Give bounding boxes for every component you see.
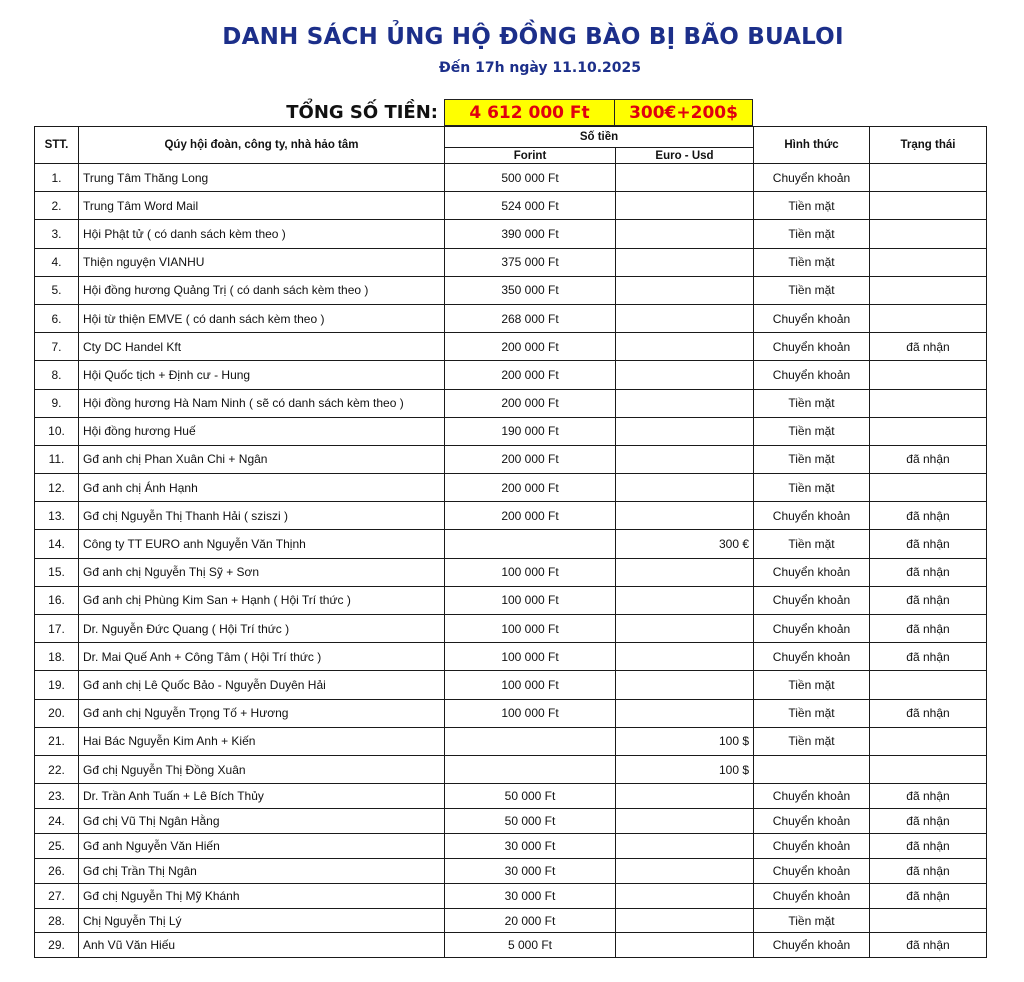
row-stt: 2. <box>35 192 79 220</box>
table-row <box>35 671 987 699</box>
total-label: TỔNG SỐ TIỀN: <box>286 102 438 123</box>
table-row <box>35 530 987 558</box>
row-amount-huf: 200 000 Ft <box>445 474 616 502</box>
table-row <box>35 248 987 276</box>
row-amount-eur-usd <box>616 502 754 530</box>
row-status: đã nhận <box>870 858 987 883</box>
row-stt: 7. <box>35 333 79 361</box>
row-payment-method: Chuyển khoản <box>754 333 870 361</box>
row-status: đã nhận <box>870 502 987 530</box>
row-payment-method: Tiền mặt <box>754 445 870 473</box>
row-donor-name: Gđ chị Trần Thị Ngân <box>79 858 445 883</box>
row-payment-method: Tiền mặt <box>754 908 870 933</box>
row-amount-huf: 500 000 Ft <box>445 164 616 192</box>
document-title: DANH SÁCH ỦNG HỘ ĐỒNG BÀO BỊ BÃO BUALOI <box>222 24 844 50</box>
row-amount-huf: 200 000 Ft <box>445 361 616 389</box>
row-payment-method: Chuyển khoản <box>754 858 870 883</box>
row-stt: 1. <box>35 164 79 192</box>
row-amount-huf: 350 000 Ft <box>445 276 616 304</box>
row-status: đã nhận <box>870 809 987 834</box>
table-row <box>35 933 987 958</box>
row-donor-name: Gđ anh chị Nguyễn Thị Sỹ + Sơn <box>79 558 445 586</box>
row-stt: 24. <box>35 809 79 834</box>
row-status: đã nhận <box>870 615 987 643</box>
row-payment-method: Tiền mặt <box>754 671 870 699</box>
row-donor-name: Dr. Mai Quế Anh + Công Tâm ( Hội Trí thức ) <box>79 643 445 671</box>
row-status: đã nhận <box>870 883 987 908</box>
row-amount-huf: 190 000 Ft <box>445 417 616 445</box>
row-amount-huf: 100 000 Ft <box>445 643 616 671</box>
row-stt: 25. <box>35 833 79 858</box>
row-stt: 27. <box>35 883 79 908</box>
row-status: đã nhận <box>870 445 987 473</box>
row-stt: 12. <box>35 474 79 502</box>
table-row <box>35 755 987 783</box>
row-status <box>870 727 987 755</box>
row-stt: 9. <box>35 389 79 417</box>
row-status: đã nhận <box>870 530 987 558</box>
row-status <box>870 248 987 276</box>
table-row <box>35 192 987 220</box>
row-payment-method: Tiền mặt <box>754 276 870 304</box>
row-donor-name: Gđ chị Nguyễn Thị Mỹ Khánh <box>79 883 445 908</box>
row-amount-eur-usd <box>616 192 754 220</box>
row-status: đã nhận <box>870 643 987 671</box>
row-status: đã nhận <box>870 699 987 727</box>
row-payment-method: Tiền mặt <box>754 699 870 727</box>
row-donor-name: Dr. Nguyễn Đức Quang ( Hội Trí thức ) <box>79 615 445 643</box>
row-amount-eur-usd <box>616 304 754 332</box>
row-amount-huf <box>445 530 616 558</box>
row-amount-huf: 20 000 Ft <box>445 908 616 933</box>
row-amount-huf: 200 000 Ft <box>445 502 616 530</box>
row-status <box>870 192 987 220</box>
row-status <box>870 164 987 192</box>
row-payment-method: Tiền mặt <box>754 727 870 755</box>
row-amount-eur-usd: 100 $ <box>616 755 754 783</box>
row-amount-huf: 50 000 Ft <box>445 809 616 834</box>
row-donor-name: Chị Nguyễn Thị Lý <box>79 908 445 933</box>
row-amount-eur-usd <box>616 276 754 304</box>
row-payment-method: Tiền mặt <box>754 389 870 417</box>
row-donor-name: Gđ anh chị Phùng Kim San + Hạnh ( Hội Trí thức ) <box>79 586 445 614</box>
row-stt: 3. <box>35 220 79 248</box>
row-amount-eur-usd <box>616 361 754 389</box>
table-row <box>35 361 987 389</box>
row-donor-name: Dr. Trần Anh Tuấn + Lê Bích Thủy <box>79 784 445 809</box>
row-amount-eur-usd <box>616 908 754 933</box>
row-stt: 11. <box>35 445 79 473</box>
row-payment-method: Tiền mặt <box>754 474 870 502</box>
row-status <box>870 220 987 248</box>
row-stt: 26. <box>35 858 79 883</box>
table-row <box>35 474 987 502</box>
row-payment-method: Chuyển khoản <box>754 809 870 834</box>
row-payment-method: Tiền mặt <box>754 192 870 220</box>
row-donor-name: Hội đồng hương Hà Nam Ninh ( sẽ có danh sách kèm theo ) <box>79 389 445 417</box>
table-row <box>35 304 987 332</box>
row-stt: 21. <box>35 727 79 755</box>
col-status-header: Trạng thái <box>870 127 987 164</box>
donation-table <box>34 126 987 958</box>
table-row <box>35 727 987 755</box>
row-stt: 29. <box>35 933 79 958</box>
row-donor-name: Gđ chị Nguyễn Thị Thanh Hải ( sziszi ) <box>79 502 445 530</box>
row-donor-name: Gđ anh chị Lê Quốc Bảo - Nguyễn Duyên Hải <box>79 671 445 699</box>
col-method-header: Hình thức <box>754 127 870 164</box>
total-huf: 4 612 000 Ft <box>444 99 615 126</box>
row-donor-name: Cty DC Handel Kft <box>79 333 445 361</box>
row-status: đã nhận <box>870 558 987 586</box>
row-amount-huf: 390 000 Ft <box>445 220 616 248</box>
row-donor-name: Gđ anh chị Nguyễn Trọng Tố + Hương <box>79 699 445 727</box>
row-payment-method: Chuyển khoản <box>754 933 870 958</box>
row-amount-eur-usd <box>616 858 754 883</box>
row-amount-eur-usd <box>616 643 754 671</box>
row-amount-huf: 268 000 Ft <box>445 304 616 332</box>
table-row <box>35 858 987 883</box>
col-name-header: Qúy hội đoàn, công ty, nhà hảo tâm <box>79 127 445 164</box>
row-donor-name: Công ty TT EURO anh Nguyễn Văn Thịnh <box>79 530 445 558</box>
row-status: đã nhận <box>870 833 987 858</box>
table-row <box>35 643 987 671</box>
row-amount-eur-usd <box>616 389 754 417</box>
col-eur-header: Euro - Usd <box>616 148 754 164</box>
row-payment-method: Chuyển khoản <box>754 304 870 332</box>
document-subtitle: Đến 17h ngày 11.10.2025 <box>439 60 641 76</box>
row-status <box>870 304 987 332</box>
row-amount-eur-usd <box>616 558 754 586</box>
table-row <box>35 389 987 417</box>
row-amount-huf: 30 000 Ft <box>445 833 616 858</box>
row-donor-name: Gđ anh Nguyễn Văn Hiến <box>79 833 445 858</box>
row-payment-method: Chuyển khoản <box>754 361 870 389</box>
row-stt: 28. <box>35 908 79 933</box>
row-donor-name: Hội từ thiện EMVE ( có danh sách kèm theo ) <box>79 304 445 332</box>
row-amount-huf <box>445 755 616 783</box>
row-stt: 22. <box>35 755 79 783</box>
row-payment-method: Chuyển khoản <box>754 784 870 809</box>
row-payment-method: Chuyển khoản <box>754 833 870 858</box>
row-status <box>870 389 987 417</box>
row-payment-method: Chuyển khoản <box>754 502 870 530</box>
row-stt: 18. <box>35 643 79 671</box>
table-row <box>35 784 987 809</box>
row-amount-eur-usd <box>616 586 754 614</box>
row-payment-method: Tiền mặt <box>754 530 870 558</box>
row-donor-name: Hội đồng hương Quảng Trị ( có danh sách kèm theo ) <box>79 276 445 304</box>
row-payment-method: Chuyển khoản <box>754 558 870 586</box>
row-amount-eur-usd <box>616 699 754 727</box>
row-amount-eur-usd <box>616 833 754 858</box>
row-amount-huf: 50 000 Ft <box>445 784 616 809</box>
table-row <box>35 615 987 643</box>
row-amount-eur-usd <box>616 445 754 473</box>
row-donor-name: Gđ chị Nguyễn Thị Đồng Xuân <box>79 755 445 783</box>
table-row <box>35 586 987 614</box>
row-stt: 4. <box>35 248 79 276</box>
row-amount-eur-usd: 100 $ <box>616 727 754 755</box>
col-huf-header: Forint <box>445 148 616 164</box>
row-status <box>870 671 987 699</box>
row-donor-name: Gđ anh chị Ánh Hạnh <box>79 474 445 502</box>
row-amount-huf: 200 000 Ft <box>445 389 616 417</box>
row-amount-huf: 200 000 Ft <box>445 333 616 361</box>
row-payment-method <box>754 755 870 783</box>
row-donor-name: Trung Tâm Thăng Long <box>79 164 445 192</box>
row-stt: 6. <box>35 304 79 332</box>
col-amount-header: Số tiền <box>445 127 754 148</box>
row-amount-eur-usd <box>616 474 754 502</box>
row-amount-huf: 30 000 Ft <box>445 858 616 883</box>
row-stt: 17. <box>35 615 79 643</box>
row-payment-method: Chuyển khoản <box>754 883 870 908</box>
row-amount-huf: 100 000 Ft <box>445 558 616 586</box>
table-row <box>35 883 987 908</box>
row-amount-huf: 100 000 Ft <box>445 615 616 643</box>
row-stt: 8. <box>35 361 79 389</box>
row-amount-eur-usd: 300 € <box>616 530 754 558</box>
table-row <box>35 333 987 361</box>
row-stt: 10. <box>35 417 79 445</box>
table-row <box>35 276 987 304</box>
row-amount-huf: 200 000 Ft <box>445 445 616 473</box>
table-row <box>35 445 987 473</box>
row-payment-method: Tiền mặt <box>754 248 870 276</box>
table-row <box>35 220 987 248</box>
row-status <box>870 474 987 502</box>
row-amount-eur-usd <box>616 809 754 834</box>
row-amount-huf: 100 000 Ft <box>445 699 616 727</box>
row-donor-name: Hội Phật tử ( có danh sách kèm theo ) <box>79 220 445 248</box>
row-stt: 15. <box>35 558 79 586</box>
row-donor-name: Hội đồng hương Huế <box>79 417 445 445</box>
table-row <box>35 164 987 192</box>
row-status <box>870 417 987 445</box>
row-status: đã nhận <box>870 933 987 958</box>
row-donor-name: Gđ chị Vũ Thị Ngân Hằng <box>79 809 445 834</box>
row-status <box>870 361 987 389</box>
row-stt: 5. <box>35 276 79 304</box>
row-stt: 14. <box>35 530 79 558</box>
row-payment-method: Chuyển khoản <box>754 643 870 671</box>
row-status <box>870 755 987 783</box>
table-row <box>35 417 987 445</box>
row-amount-huf: 375 000 Ft <box>445 248 616 276</box>
row-amount-eur-usd <box>616 784 754 809</box>
row-amount-eur-usd <box>616 248 754 276</box>
row-stt: 23. <box>35 784 79 809</box>
table-body <box>35 164 987 958</box>
table-row <box>35 833 987 858</box>
row-amount-huf: 100 000 Ft <box>445 586 616 614</box>
total-eur-usd: 300€+200$ <box>614 99 753 126</box>
row-payment-method: Tiền mặt <box>754 417 870 445</box>
row-amount-huf: 100 000 Ft <box>445 671 616 699</box>
row-status <box>870 908 987 933</box>
table-row <box>35 699 987 727</box>
row-status: đã nhận <box>870 784 987 809</box>
row-stt: 16. <box>35 586 79 614</box>
row-donor-name: Hai Bác Nguyễn Kim Anh + Kiến <box>79 727 445 755</box>
table-row <box>35 558 987 586</box>
table-row <box>35 908 987 933</box>
row-amount-huf: 30 000 Ft <box>445 883 616 908</box>
row-amount-eur-usd <box>616 164 754 192</box>
row-stt: 20. <box>35 699 79 727</box>
row-donor-name: Thiện nguyện VIANHU <box>79 248 445 276</box>
row-status <box>870 276 987 304</box>
row-payment-method: Chuyển khoản <box>754 615 870 643</box>
row-donor-name: Trung Tâm Word Mail <box>79 192 445 220</box>
row-stt: 19. <box>35 671 79 699</box>
table-row <box>35 502 987 530</box>
row-donor-name: Hội Quốc tịch + Định cư - Hung <box>79 361 445 389</box>
row-donor-name: Gđ anh chị Phan Xuân Chi + Ngân <box>79 445 445 473</box>
row-amount-eur-usd <box>616 417 754 445</box>
row-payment-method: Chuyển khoản <box>754 164 870 192</box>
col-stt-header: STT. <box>35 127 79 164</box>
table-row <box>35 809 987 834</box>
row-amount-eur-usd <box>616 333 754 361</box>
row-amount-eur-usd <box>616 615 754 643</box>
row-amount-huf: 5 000 Ft <box>445 933 616 958</box>
row-status: đã nhận <box>870 333 987 361</box>
row-donor-name: Anh Vũ Văn Hiếu <box>79 933 445 958</box>
row-amount-eur-usd <box>616 933 754 958</box>
row-amount-eur-usd <box>616 671 754 699</box>
row-payment-method: Tiền mặt <box>754 220 870 248</box>
row-payment-method: Chuyển khoản <box>754 586 870 614</box>
row-amount-eur-usd <box>616 883 754 908</box>
row-amount-huf <box>445 727 616 755</box>
row-status: đã nhận <box>870 586 987 614</box>
row-amount-eur-usd <box>616 220 754 248</box>
row-amount-huf: 524 000 Ft <box>445 192 616 220</box>
row-stt: 13. <box>35 502 79 530</box>
